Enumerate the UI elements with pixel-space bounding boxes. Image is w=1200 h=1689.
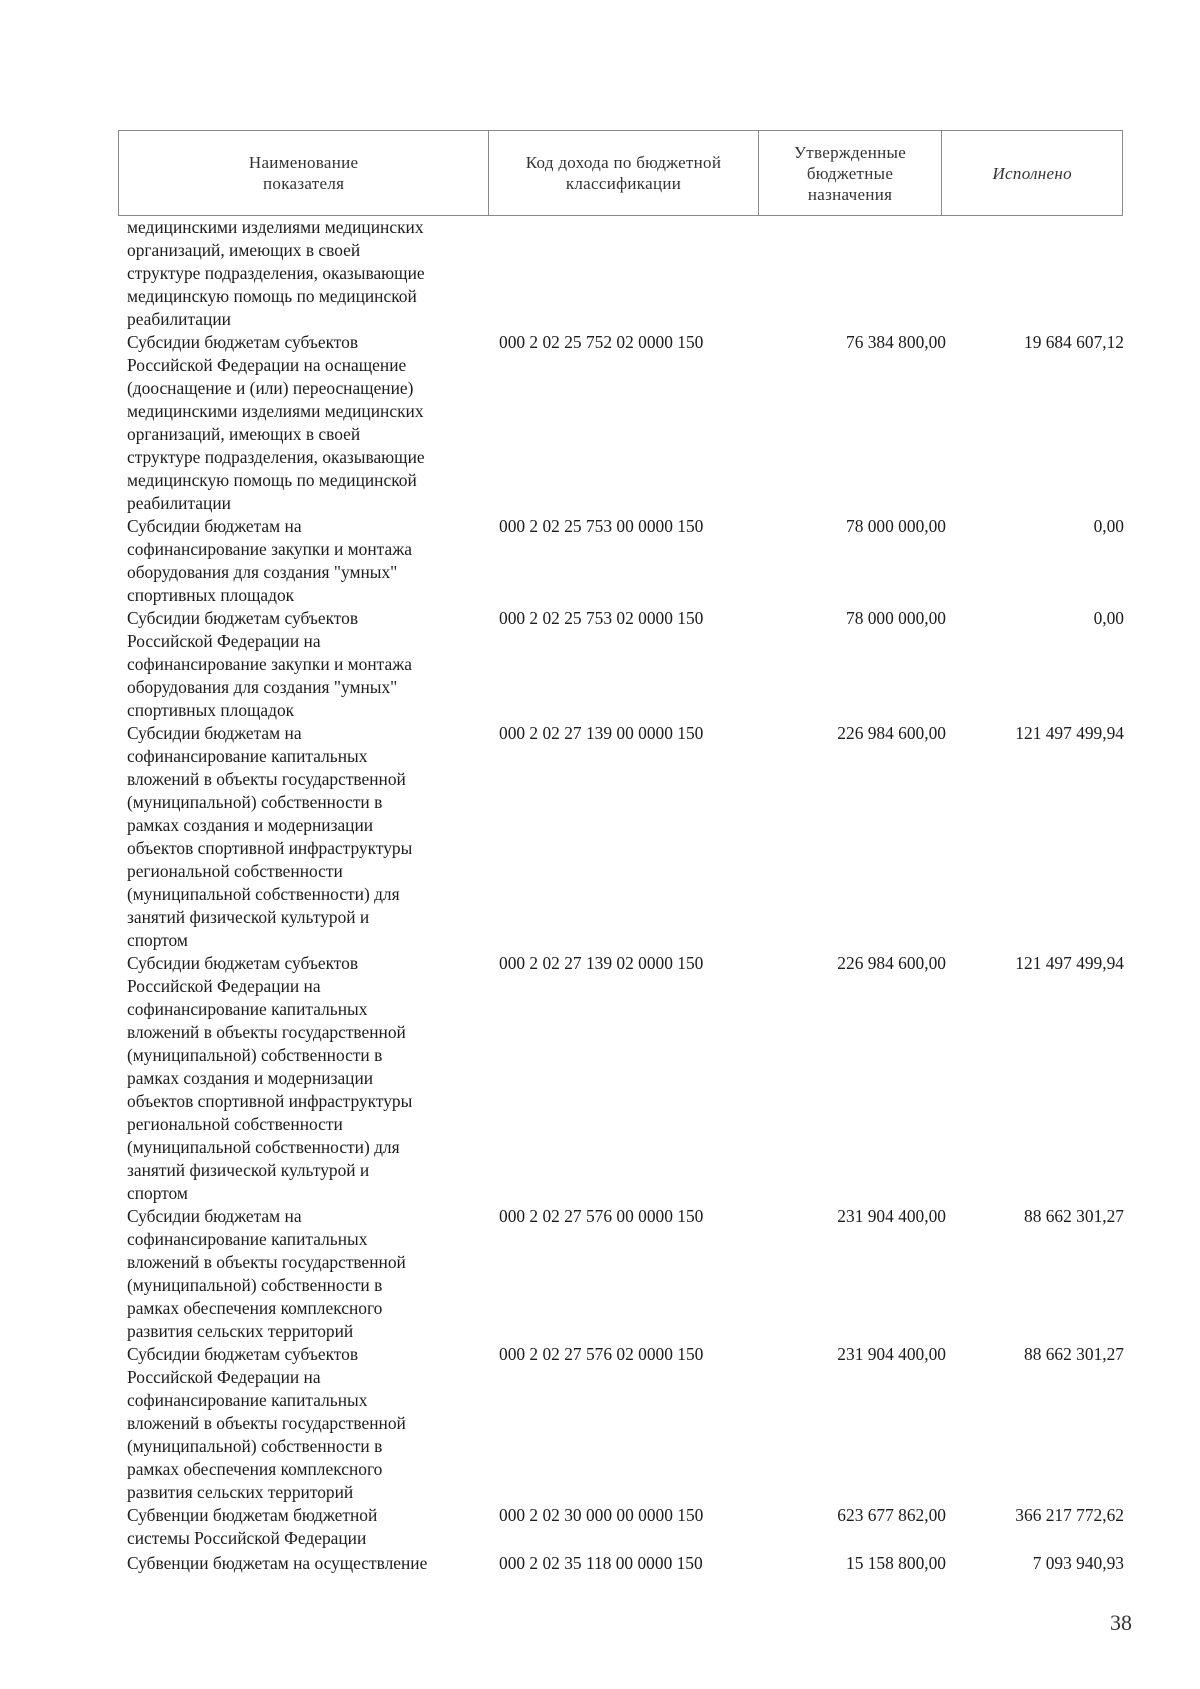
header-executed: Исполнено <box>992 163 1072 183</box>
row-approved: 231 904 400,00 <box>837 1206 946 1226</box>
header-name: Наименование показателя <box>119 131 489 215</box>
table-body <box>127 216 1127 1575</box>
row-code: 000 2 02 30 000 00 0000 150 <box>499 1505 704 1525</box>
row-name: Субсидии бюджетам субъектов Российской Федерации на софинансирование капитальных вложений в объекты государственной (муниципальной) собственности в рамках создания и модернизации объектов спортивной инфраструктуры региональной собственности (муниципальной собственности) для занятий физической культурой и спортом <box>127 953 413 1203</box>
row-executed: 88 662 301,27 <box>1024 1206 1124 1226</box>
page-number: 38 <box>1110 1610 1132 1635</box>
row-code: 000 2 02 35 118 00 0000 150 <box>499 1553 703 1573</box>
row-name: Субсидии бюджетам на софинансирование капитальных вложений в объекты государственной (муниципальной) собственности в рамках создания и модернизации объектов спортивной инфраструктуры региональной собственности (муниципальной собственности) для занятий физической культурой и спортом <box>127 723 413 950</box>
row-code: 000 2 02 25 753 02 0000 150 <box>499 608 704 628</box>
row-name: Субсидии бюджетам на софинансирование капитальных вложений в объекты государственной (муниципальной) собственности в рамках обеспечения комплексного развития сельских территорий <box>127 1206 406 1341</box>
row-code: 000 2 02 27 139 00 0000 150 <box>499 723 704 743</box>
row-name: Субсидии бюджетам на софинансирование закупки и монтажа оборудования для создания "умных" спортивных площадок <box>127 516 412 605</box>
row-executed: 19 684 607,12 <box>1024 332 1124 352</box>
row-name: медицинскими изделиями медицинских организаций, имеющих в своей структуре подразделения, оказывающие медицинскую помощь по медицинской реабилитации <box>127 217 425 329</box>
row-name: Субвенции бюджетам бюджетной системы Российской Федерации <box>127 1505 378 1548</box>
table-row <box>127 1504 1127 1550</box>
row-approved: 76 384 800,00 <box>846 332 946 352</box>
row-executed: 7 093 940,93 <box>1032 1553 1124 1573</box>
row-name: Субсидии бюджетам субъектов Российской Федерации на софинансирование капитальных вложений в объекты государственной (муниципальной) собственности в рамках обеспечения комплексного развития сельских территорий <box>127 1344 406 1502</box>
row-approved: 623 677 862,00 <box>837 1505 946 1525</box>
row-code: 000 2 02 25 753 00 0000 150 <box>499 516 704 536</box>
row-code: 000 2 02 25 752 02 0000 150 <box>499 332 704 352</box>
row-name: Субсидии бюджетам субъектов Российской Федерации на софинансирование закупки и монтажа оборудования для создания "умных" спортивных площадок <box>127 608 412 720</box>
table-header <box>118 130 1123 216</box>
row-approved: 78 000 000,00 <box>846 608 946 628</box>
row-executed: 366 217 772,62 <box>1015 1505 1124 1525</box>
table-row <box>127 607 1127 722</box>
table-row <box>127 1552 1127 1575</box>
row-executed: 121 497 499,94 <box>1015 953 1124 973</box>
row-executed: 88 662 301,27 <box>1024 1344 1124 1364</box>
row-executed <box>946 216 1124 331</box>
row-approved: 231 904 400,00 <box>837 1344 946 1364</box>
row-code <box>497 216 769 331</box>
row-executed: 0,00 <box>1093 516 1124 536</box>
table-row <box>127 1343 1127 1504</box>
row-code: 000 2 02 27 139 02 0000 150 <box>499 953 704 973</box>
row-executed: 121 497 499,94 <box>1015 723 1124 743</box>
table-row <box>127 216 1127 331</box>
row-name: Субсидии бюджетам субъектов Российской Федерации на оснащение (дооснащение и (или) переоснащение) медицинскими изделиями медицинских организаций, имеющих в своей структуре подразделения, оказывающие медицинскую помощь по медицинской реабилитации <box>127 332 425 513</box>
row-code: 000 2 02 27 576 02 0000 150 <box>499 1344 704 1364</box>
table-row <box>127 331 1127 515</box>
row-approved <box>769 216 946 331</box>
row-executed: 0,00 <box>1093 608 1124 628</box>
header-approved: Утвержденные бюджетные назначения <box>759 131 943 215</box>
row-code: 000 2 02 27 576 00 0000 150 <box>499 1206 704 1226</box>
table-row <box>127 1205 1127 1343</box>
table-row <box>127 515 1127 607</box>
row-approved: 226 984 600,00 <box>837 723 946 743</box>
table-row <box>127 722 1127 952</box>
row-approved: 78 000 000,00 <box>846 516 946 536</box>
table-row <box>127 952 1127 1205</box>
header-code: Код дохода по бюджетной классификации <box>489 131 758 215</box>
row-approved: 15 158 800,00 <box>846 1553 946 1573</box>
row-name: Субвенции бюджетам на осуществление <box>127 1553 428 1573</box>
row-approved: 226 984 600,00 <box>837 953 946 973</box>
